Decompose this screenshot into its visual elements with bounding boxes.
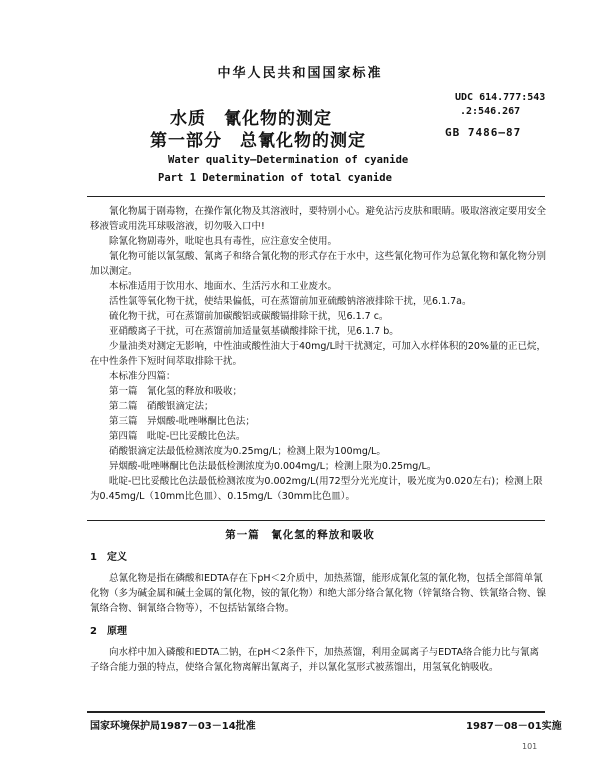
intro-paragraph: 少量油类对测定无影响，中性油或酸性油大于40mg/L时干扰测定，可加入水样体积的20%量的正已烷，在中性条件下短时间萃取排除干扰。: [90, 341, 546, 367]
section-heading: 1 定义: [90, 552, 127, 563]
part-list-item: 第二篇 硝酸银滴定法；: [109, 401, 214, 412]
part-list-item: 第四篇 吡啶-巴比妥酸比色法。: [109, 431, 246, 442]
detection-limit: 吡啶-巴比妥酸比色法最低检测浓度为0.002mg/L(用72型分光光度计，吸光度为0.020左右)；检测上限为0.45mg/L（10mm比色皿）、0.15mg/L（30mm比色皿）。: [90, 476, 543, 502]
gb-standard-number: GB 7486—87: [445, 126, 522, 139]
section-principle: [90, 624, 548, 675]
section-heading: 2 原理: [90, 626, 127, 637]
english-title-line1: Water quality—Determination of cyanide: [168, 154, 409, 166]
approval-date: 国家环境保护局1987－03－14批准: [90, 721, 256, 732]
document-title-line2: 第一部分 总氰化物的测定: [150, 131, 366, 151]
intro-paragraph: 氰化物属于剧毒物，在操作氰化物及其溶液时，要特别小心。避免沾污皮肤和眼睛。吸取溶液定要用安全移液管或用洗耳球吸溶液，切勿吸入口中!: [90, 206, 547, 232]
intro-paragraph: 除氰化物剧毒外，吡啶也具有毒性，应注意安全使用。: [109, 236, 338, 247]
intro-notes: [90, 204, 548, 504]
intro-paragraph: 活性氯等氧化物干扰，使结果偏低，可在蒸馏前加亚硫酸钠溶液排除干扰，见6.1.7a。: [109, 296, 472, 307]
part-list-item: 第三篇 异烟酸-吡唑啉酮比色法；: [109, 416, 255, 427]
document-title-line1: 水质 氰化物的测定: [170, 109, 332, 129]
part-one-title: 第一篇 氰化氢的释放和吸收: [225, 529, 375, 541]
intro-paragraph: 本标准分四篇：: [109, 371, 176, 382]
footer-divider: [87, 711, 545, 713]
intro-divider: [87, 520, 545, 521]
udc-code-line1: UDC 614.777:543: [455, 92, 546, 103]
part-list-item: 第一篇 氰化氢的释放和吸收；: [109, 386, 243, 397]
detection-limit: 硝酸银滴定法最低检测浓度为0.25mg/L；检测上限为100mg/L。: [109, 446, 386, 457]
udc-code-line2: .2:546.267: [460, 106, 521, 117]
effective-date: 1987－08－01实施: [466, 721, 562, 732]
intro-paragraph: 硫化物干扰，可在蒸馏前加碳酸铝或碳酸镉排除干扰，见6.1.7 c。: [109, 311, 389, 322]
intro-paragraph: 氰化物可能以氰氢酸、氰离子和络合氰化物的形式存在于水中，这些氰化物可作为总氰化物和氰化物分别加以测定。: [90, 251, 547, 277]
intro-paragraph: 本标准适用于饮用水、地面水、生活污水和工业废水。: [109, 281, 338, 292]
section-body: 总氰化物是指在磷酸和EDTA存在下pH＜2介质中，加热蒸馏，能形成氰化氢的氰化物，包括全部简单氰化物（多为碱金属和碱土金属的氰化物，铵的氰化物）和绝大部分络合氰化物（锌氰络合物、铁氰络合物、镍氰络合物、铜氰络合物等），不包括钴氰络合物。: [90, 573, 547, 614]
section-definition: [90, 550, 548, 616]
header-divider: [87, 196, 545, 197]
section-body: 向水样中加入磷酸和EDTA二钠，在pH＜2条件下，加热蒸馏，利用金属离子与EDTA络合能力比与氰离子络合能力强的特点，使络合氰化物离解出氰离子，并以氰化氢形式被蒸馏出，用氢氧化钠吸收。: [90, 647, 539, 673]
english-title-line2: Part 1 Determination of total cyanide: [158, 172, 392, 184]
national-standard-heading: 中华人民共和国国家标准: [217, 66, 383, 81]
intro-paragraph: 亚硝酸离子干扰，可在蒸馏前加适量氨基磺酸排除干扰，见6.1.7 b。: [109, 326, 399, 337]
page-number: 101: [522, 742, 538, 751]
detection-limit: 异烟酸-吡唑啉酮比色法最低检测浓度为0.004mg/L；检测上限为0.25mg/L。: [109, 461, 437, 472]
